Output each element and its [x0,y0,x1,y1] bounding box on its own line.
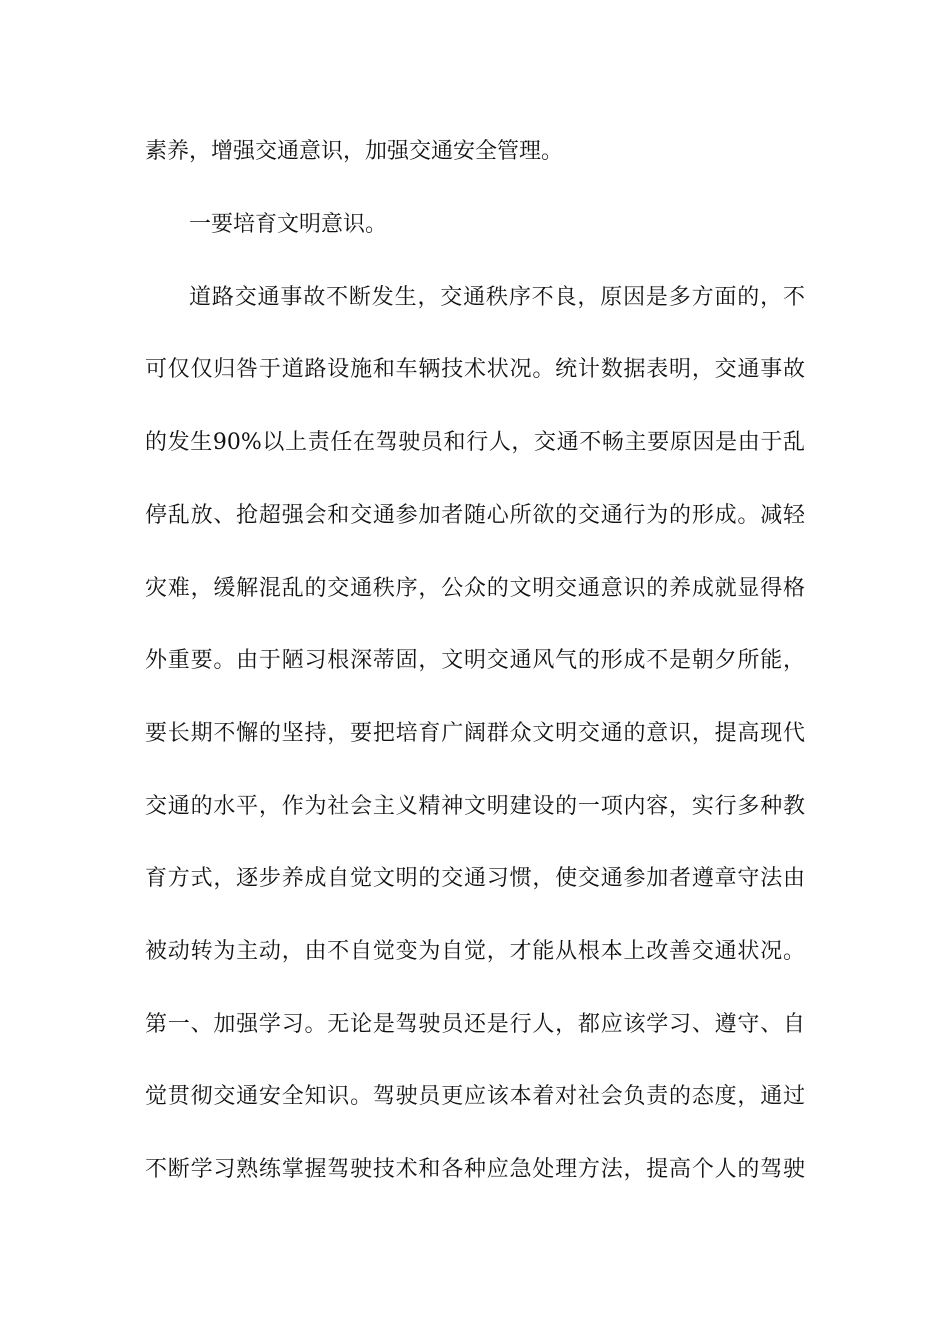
text-line-3: 道路交通事故不断发生，交通秩序不良，原因是多方面的，不 [189,285,805,310]
section-heading: 一要培育文明意识。 [189,212,388,237]
text-line-4: 可仅仅归咎于道路设施和车辆技术状况。统计数据表明，交通事故 [145,357,805,382]
text-line-1: 素养，增强交通意识，加强交通安全管理。 [145,139,564,164]
text-line-5: 的发生90%以上责任在驾驶员和行人，交通不畅主要原因是由于乱 [145,430,805,455]
text-line-9: 要长期不懈的坚持，要把培育广阔群众文明交通的意识，提高现代 [145,721,805,746]
text-line-12: 被动转为主动，由不自觉变为自觉，才能从根本上改善交通状况。 [145,939,805,964]
text-line-7: 灾难，缓解混乱的交通秩序，公众的文明交通意识的养成就显得格 [145,576,805,601]
text-line-10: 交通的水平，作为社会主义精神文明建设的一项内容，实行多种教 [145,794,805,819]
text-line-6: 停乱放、抢超强会和交通参加者随心所欲的交通行为的形成。减轻 [145,503,805,528]
text-line-8: 外重要。由于陋习根深蒂固，文明交通风气的形成不是朝夕所能， [145,648,805,673]
text-line-13: 第一、加强学习。无论是驾驶员还是行人，都应该学习、遵守、自 [145,1012,805,1037]
text-line-11: 育方式，逐步养成自觉文明的交通习惯，使交通参加者遵章守法由 [145,866,805,891]
text-line-14: 觉贯彻交通安全知识。驾驶员更应该本着对社会负责的态度，通过 [145,1084,805,1109]
text-line-15: 不断学习熟练掌握驾驶技术和各种应急处理方法，提高个人的驾驶 [145,1157,805,1182]
